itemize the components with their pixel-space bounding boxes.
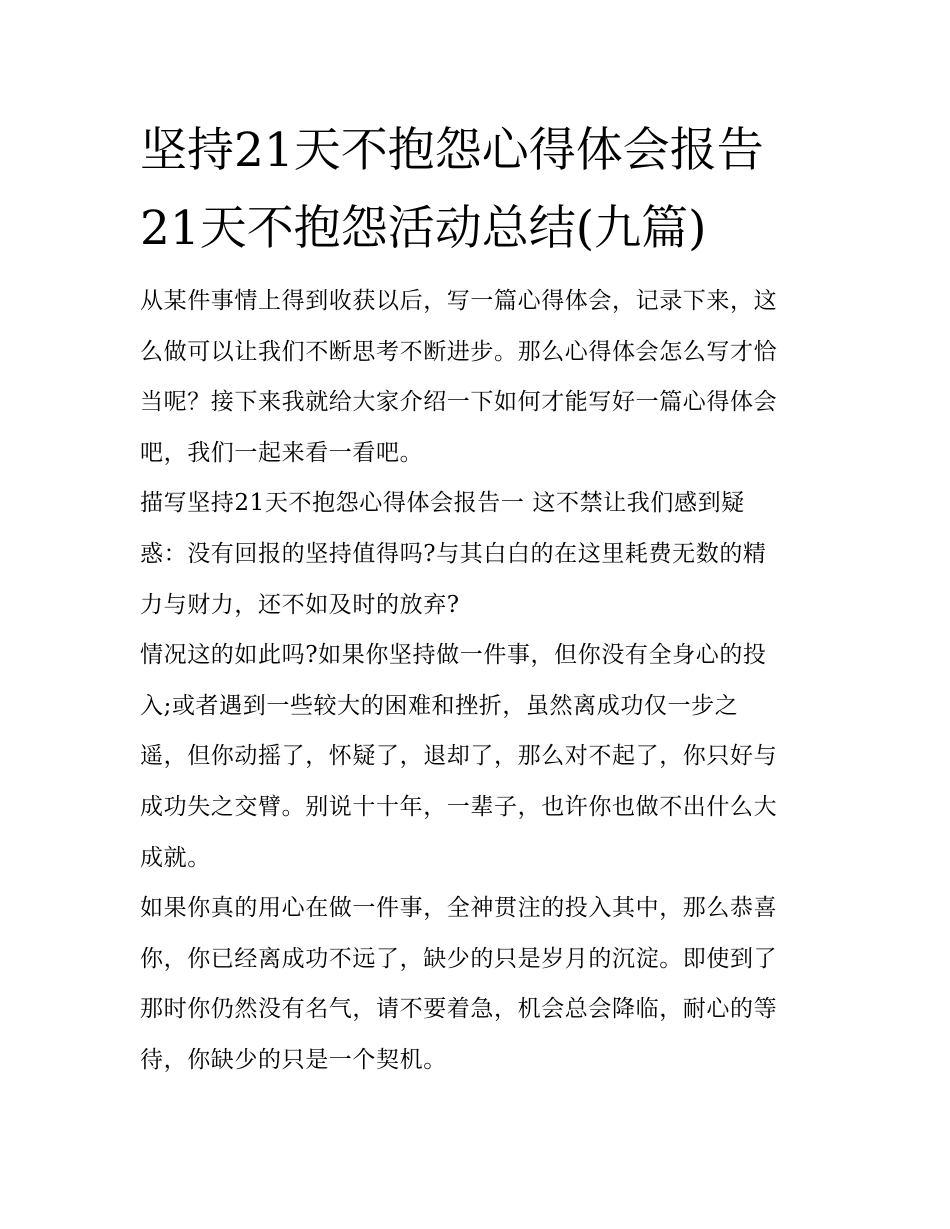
title-line: 21天不抱怨活动总结(九篇) — [140, 201, 707, 256]
text-line: 你，你已经离成功不远了，缺少的只是岁月的沉淀。即使到了 — [140, 945, 778, 972]
text-line: 入;或者遇到一些较大的困难和挫折，虽然离成功仅一步之 — [140, 692, 739, 719]
title-line: 坚持21天不抱怨心得体会报告 — [140, 123, 764, 178]
text-line: 遥，但你动摇了，怀疑了，退却了，那么对不起了，你只好与 — [140, 743, 778, 770]
text-line: 待，你缺少的只是一个契机。 — [140, 1046, 447, 1073]
text-line: 成功失之交臂。别说十十年，一辈子，也许你也做不出什么大 — [140, 793, 778, 820]
text-line: 描写坚持21天不抱怨心得体会报告一 这不禁让我们感到疑 — [140, 490, 745, 517]
text-line: 力与财力，还不如及时的放弃? — [140, 591, 460, 618]
document-body — [140, 276, 815, 1086]
paragraph-section-one — [140, 478, 815, 630]
paragraph-situation — [140, 630, 815, 883]
text-line: 当呢？接下来我就给大家介绍一下如何才能写好一篇心得体会 — [140, 389, 778, 416]
text-line: 么做可以让我们不断思考不断进步。那么心得体会怎么写才恰 — [140, 338, 778, 365]
text-line: 情况这的如此吗?如果你坚持做一件事，但你没有全身心的投 — [140, 642, 767, 669]
text-line: 成就。 — [140, 844, 211, 871]
text-line: 从某件事情上得到收获以后，写一篇心得体会，记录下来，这 — [140, 288, 778, 314]
text-line: 那时你仍然没有名气，请不要着急，机会总会降临，耐心的等 — [140, 996, 778, 1023]
document-title — [140, 112, 820, 268]
paragraph-intro — [140, 276, 815, 478]
text-line: 如果你真的用心在做一件事，全神贯注的投入其中，那么恭喜 — [140, 895, 778, 922]
text-line: 吧，我们一起来看一看吧。 — [140, 439, 424, 466]
text-line: 惑：没有回报的坚持值得吗?与其白白的在这里耗费无数的精 — [140, 540, 767, 567]
paragraph-conclusion — [140, 883, 815, 1085]
